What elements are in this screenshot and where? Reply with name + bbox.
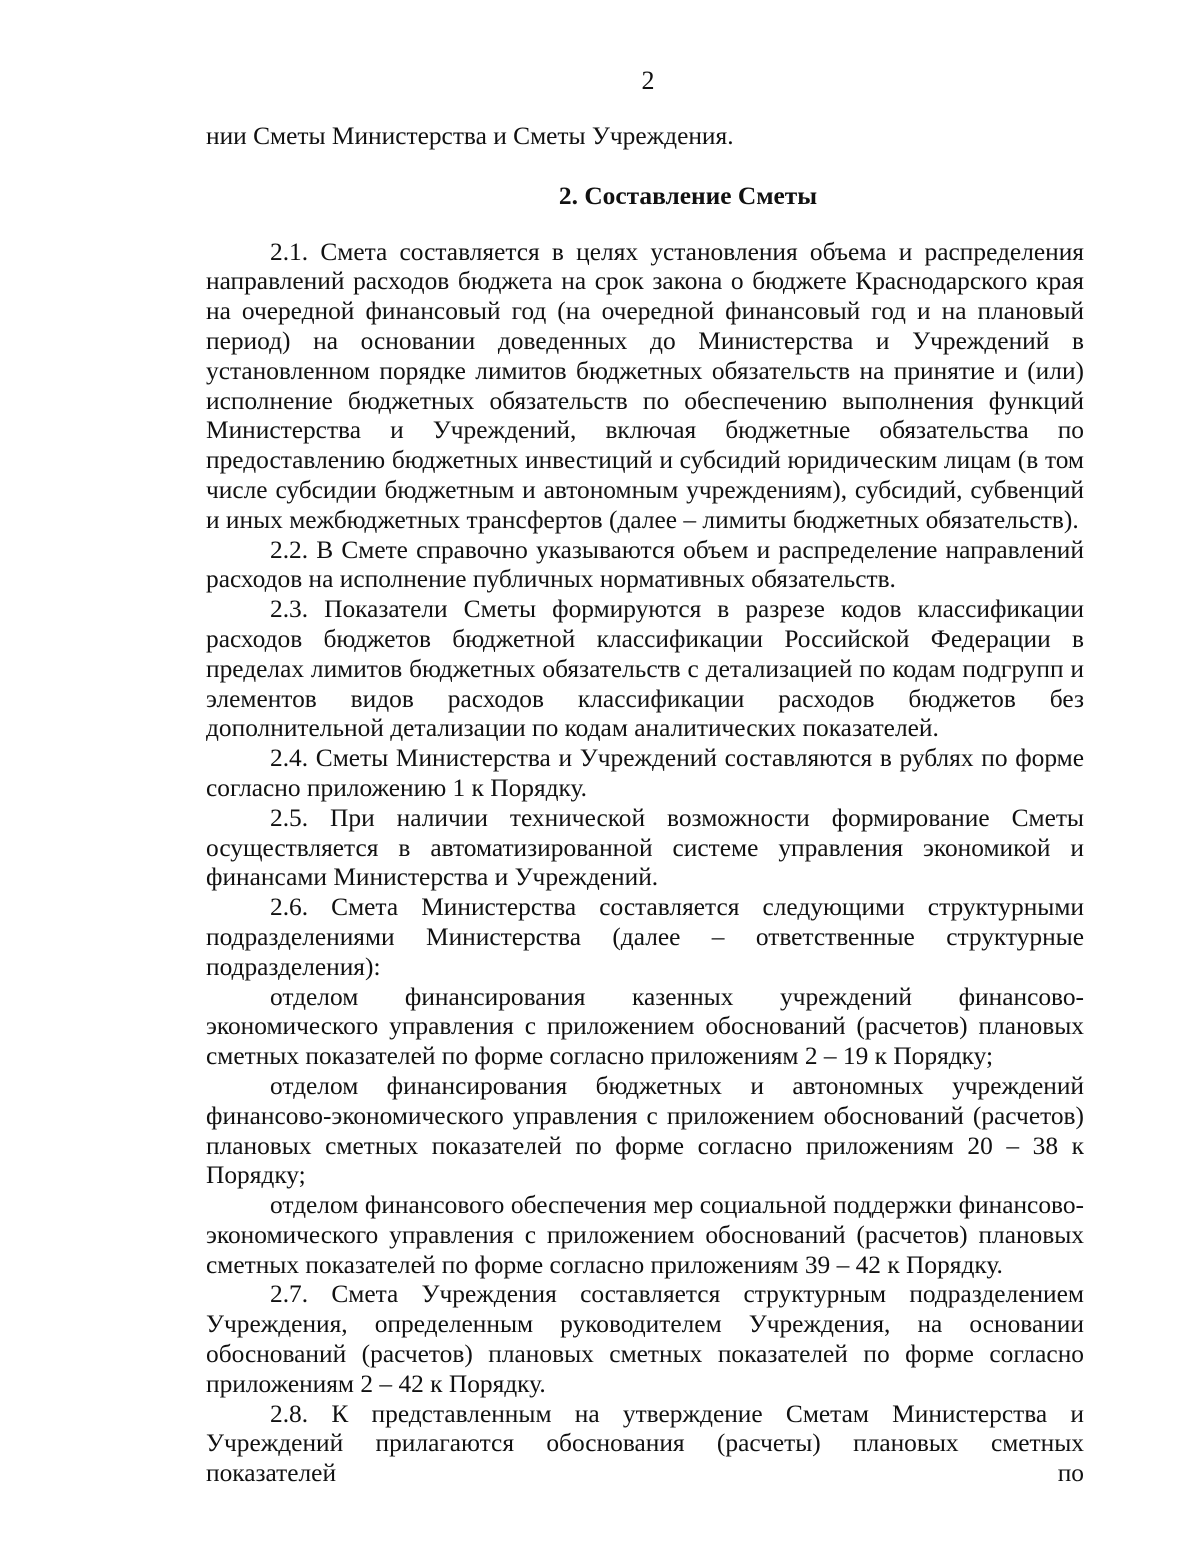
paragraph-2-7: 2.7. Смета Учреждения составляется структурным подразделением Учреждения, определенным руководителем Учреждения, на основании обоснований (расчетов) плановых сметных показателей по форме согласно приложениям 2 – 42 к Порядку.: [206, 1280, 1084, 1398]
lead-line: нии Сметы Министерства и Сметы Учреждения.: [206, 122, 734, 150]
list-item-socialnaya-podderzhka: отделом финансового обеспечения мер социальной поддержки финансово-экономического управления с приложением обоснований (расчетов) плановых сметных показателей по форме согласно приложениям 39 – 42 к Порядку.: [206, 1191, 1084, 1279]
paragraph-2-8: 2.8. К представленным на утверждение Сметам Министерства и Учреждений прилагаются обоснования (расчеты) плановых сметных показателей по: [206, 1399, 1084, 1488]
paragraph-2-1: 2.1. Смета составляется в целях установления объема и распределения направлений расходов бюджета на срок закона о бюджете Краснодарского края на очередной финансовый год (на очередной финансовый год и на плановый период) на основании доведенных до Министерства и Учреждений в установленном порядке лимитов бюджетных обязательств на принятие и (или) исполнение бюджетных обязательств по обеспечению выполнения функций Министерства и Учреждений, включая бюджетные обязательства по предоставлению бюджетных инвестиций и субсидий юридическим лицам (в том числе субсидии бюджетным и автономным учреждениям), субсидий, субвенций и иных межбюджетных трансфертов (далее – лимиты бюджетных обязательств).: [206, 237, 1084, 534]
list-item-byudzhetnye: отделом финансирования бюджетных и автономных учреждений финансово-экономического управления с приложением обоснований (расчетов) плановых сметных показателей по форме согласно приложениям 20 – 38 к Порядку;: [206, 1071, 1084, 1190]
paragraph-2-6: 2.6. Смета Министерства составляется следующими структурными подразделениями Министерства (далее – ответственные структурные подразделения):: [206, 893, 1084, 981]
section-title: 2. Составление Сметы: [558, 181, 818, 210]
paragraph-2-4: 2.4. Сметы Министерства и Учреждений составляются в рублях по форме согласно приложению 1 к Порядку.: [206, 744, 1084, 802]
page-number: 2: [641, 66, 655, 95]
paragraph-2-2: 2.2. В Смете справочно указываются объем и распределение направлений расходов на исполнение публичных нормативных обязательств.: [206, 535, 1084, 594]
list-item-kazennye: отделом финансирования казенных учреждений финансово-экономического управления с приложением обоснований (расчетов) плановых сметных показателей по форме согласно приложениям 2 – 19 к Порядку;: [206, 982, 1084, 1071]
paragraph-2-5: 2.5. При наличии технической возможности формирование Сметы осуществляется в автоматизированной системе управления экономикой и финансами Министерства и Учреждений.: [206, 803, 1084, 892]
paragraph-2-3: 2.3. Показатели Сметы формируются в разрезе кодов классификации расходов бюджетов бюджетной классификации Российской Федерации в пределах лимитов бюджетных обязательств с детализацией по кодам подгрупп и элементов видов расходов классификации расходов бюджетов без дополнительной детализации по кодам аналитических показателей.: [206, 595, 1084, 743]
document-body: [206, 122, 1084, 1489]
